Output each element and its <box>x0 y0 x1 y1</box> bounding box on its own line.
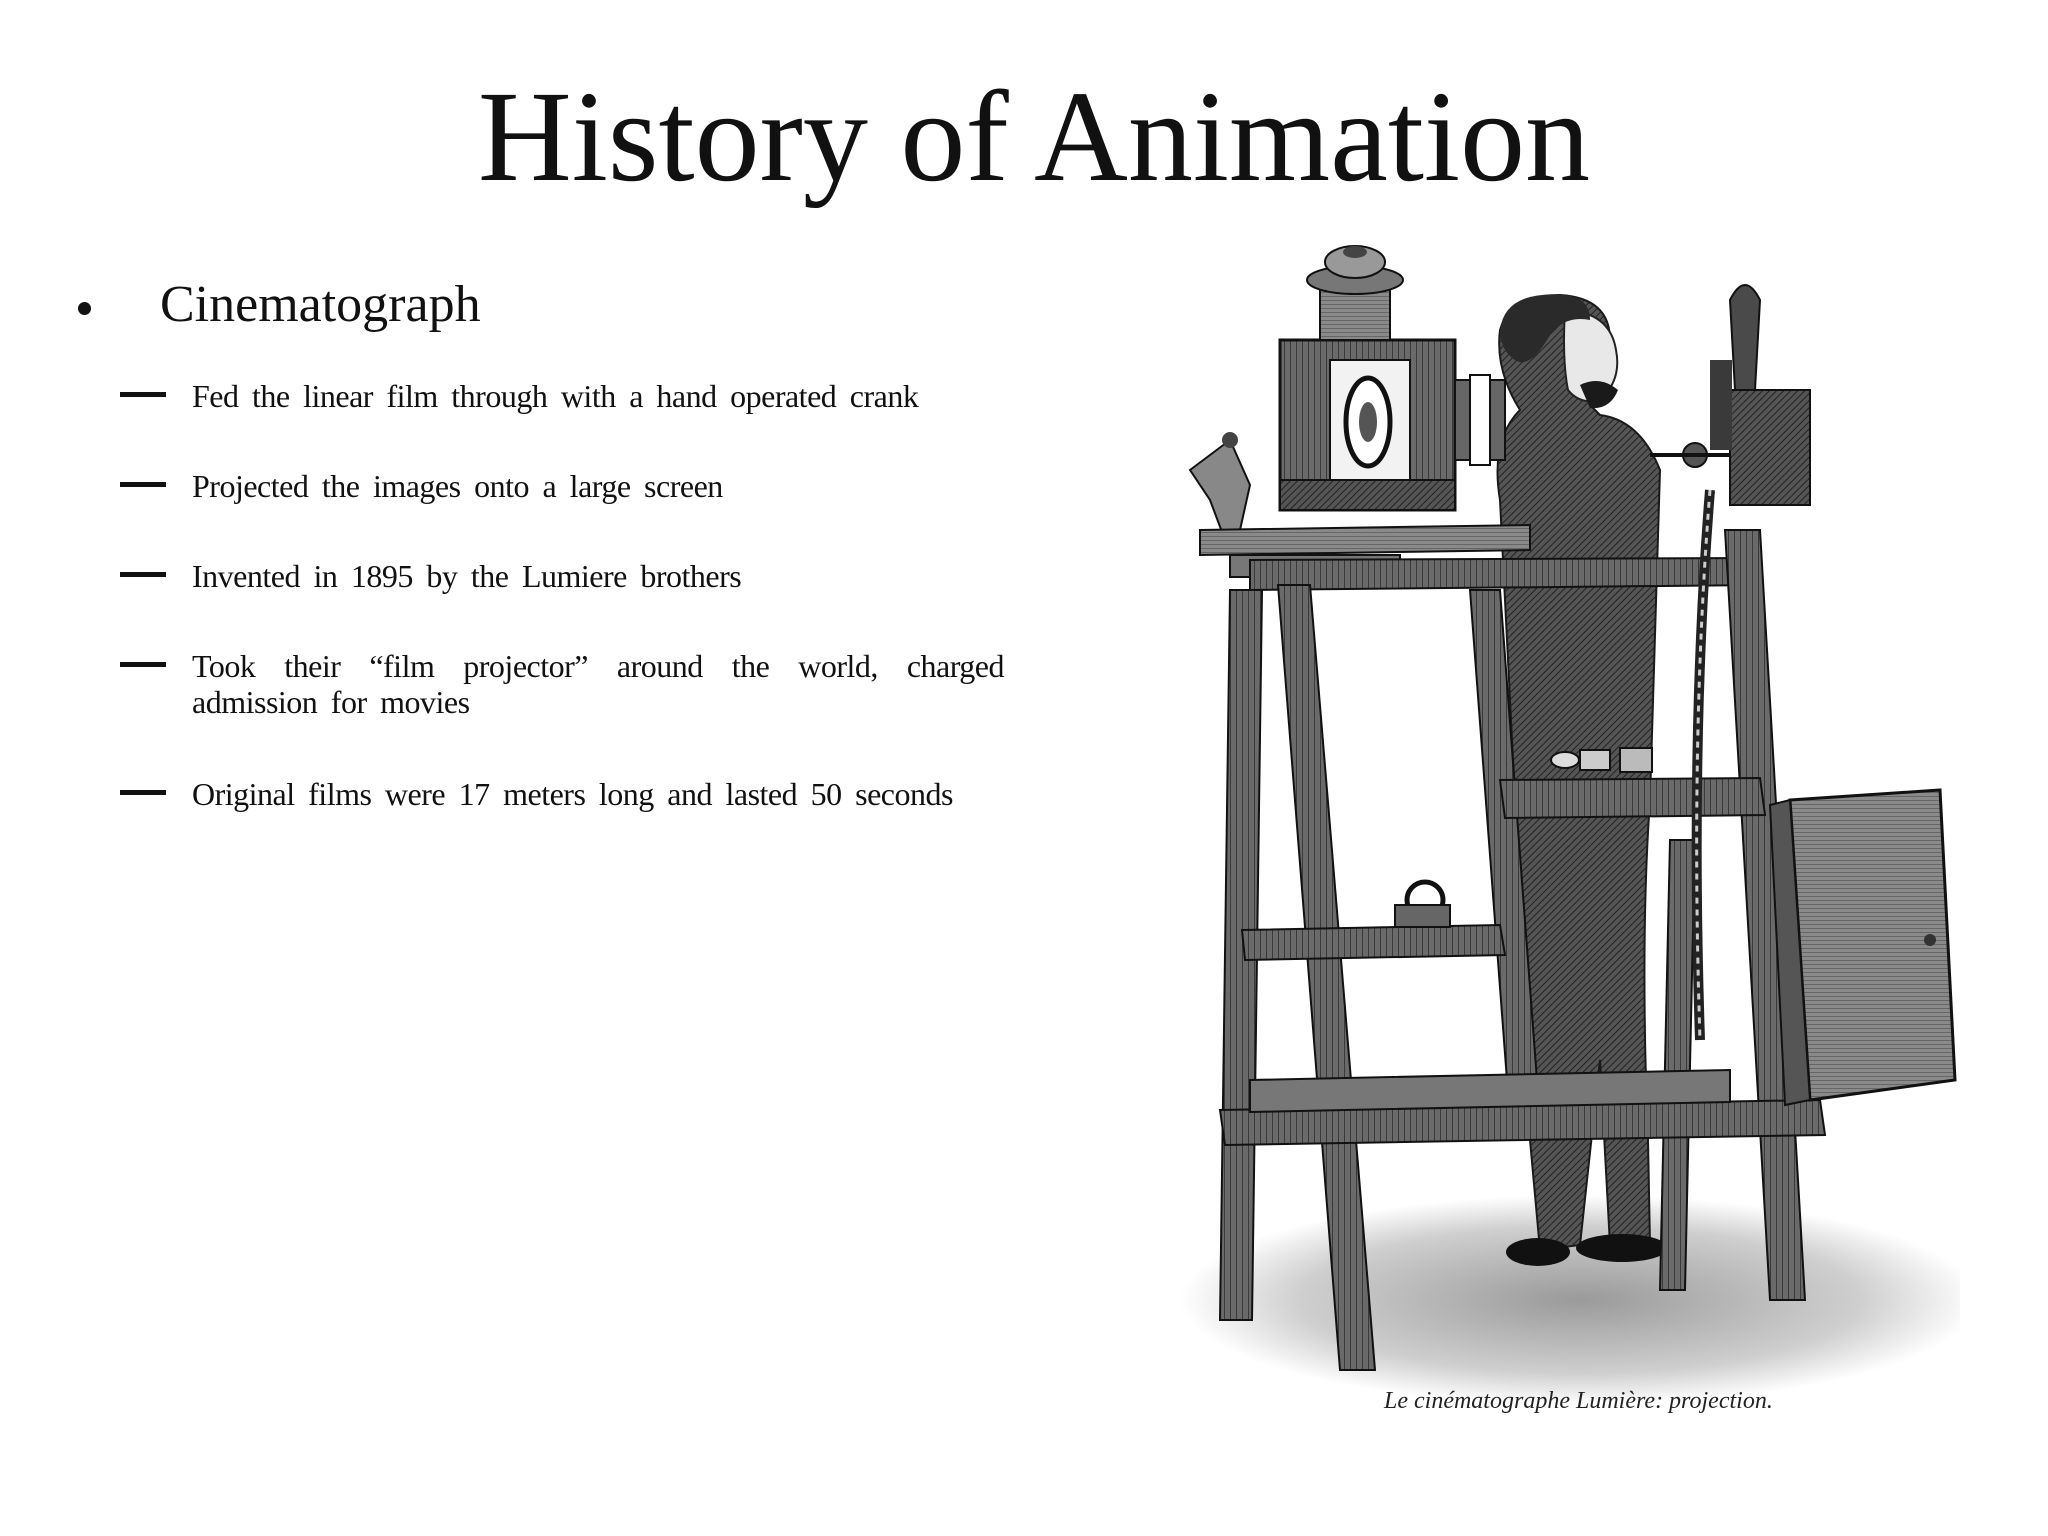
dash-icon <box>120 392 166 397</box>
frame-rail-top <box>1250 558 1760 590</box>
sub-bullet-text: Fed the linear film through with a hand operated crank <box>192 378 919 414</box>
sub-bullet-text: Original films were 17 meters long and lasted 50 seconds <box>192 776 953 812</box>
dash-icon <box>120 662 166 667</box>
film-mechanism <box>1730 390 1810 505</box>
figure-caption: Le cinématographe Lumière: projection. <box>1384 1388 1773 1414</box>
low-left-shelf <box>1242 925 1505 960</box>
cinematograph-illustration <box>1170 240 1960 1470</box>
dash-icon <box>120 572 166 577</box>
dash-icon <box>120 790 166 795</box>
table-top <box>1200 525 1530 555</box>
dash-icon <box>120 482 166 487</box>
sub-bullet-text: Projected the images onto a large screen <box>192 468 723 504</box>
slide-title: History of Animation <box>477 65 1591 209</box>
cinematograph-engraving <box>1170 240 1960 1470</box>
bullet-dot-icon <box>78 302 91 315</box>
middle-shelf <box>1500 778 1765 818</box>
sub-bullet-text: Took their “film projector” around the world, charged admission for movies <box>192 648 1004 720</box>
main-bullet-text: Cinematograph <box>160 276 481 333</box>
sub-bullet-text: Invented in 1895 by the Lumiere brothers <box>192 558 742 594</box>
